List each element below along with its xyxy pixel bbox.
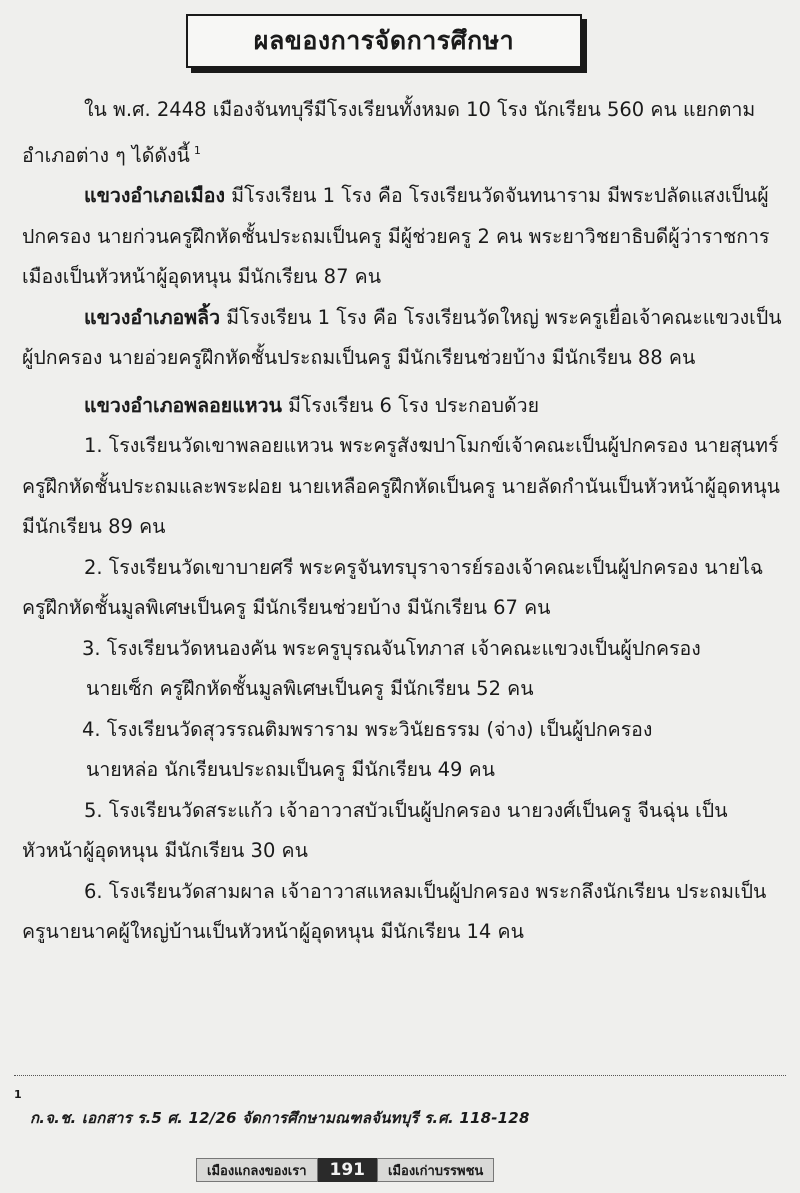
footnote-ref: 1 xyxy=(193,143,201,157)
school-2-first: 2. โรงเรียนวัดเขาบายศรี พระครูจันทรบุราจารย์รองเจ้าคณะเป็นผู้ปกครอง xyxy=(84,555,699,579)
school-6-first: 6. โรงเรียนวัดสามผาล เจ้าอาวาสแหลมเป็นผู้ปกครอง พระกลึงนักเรียน xyxy=(84,879,670,903)
school-item-3 xyxy=(22,629,782,710)
page-footer xyxy=(196,1158,494,1182)
body-text xyxy=(22,90,782,953)
ploi-heading: แขวงอำเภอพลอยแหวน xyxy=(84,393,282,417)
ploi-paragraph xyxy=(22,386,782,427)
school-5-rest: จีนฉุ่น เป็นหัวหน้าผู้อุดหนุน มีนักเรียน 30 คน xyxy=(22,798,728,862)
ploi-text: มีโรงเรียน 6 โรง ประกอบด้วย xyxy=(288,393,540,417)
footer-left-label: เมืองแกลงของเรา xyxy=(196,1158,318,1182)
footnote-divider xyxy=(14,1075,786,1076)
page-number: 191 xyxy=(318,1158,378,1182)
school-1-first: 1. โรงเรียนวัดเขาพลอยแหวน พระครูสังฆปาโมกข์เจ้าคณะเป็นผู้ปกครอง xyxy=(84,434,688,457)
mueang-heading: แขวงอำเภอเมือง xyxy=(84,184,226,207)
title-box xyxy=(186,14,582,68)
school-item-5 xyxy=(22,791,782,872)
school-5-first: 5. โรงเรียนวัดสระแก้ว เจ้าอาวาสบัวเป็นผู้ปกครอง นายวงศ์เป็นครู xyxy=(84,798,632,822)
school-4-rest: นายหล่อ นักเรียนประถมเป็นครู มีนักเรียน 49 คน xyxy=(86,758,495,781)
school-item-2 xyxy=(22,548,782,629)
school-item-4 xyxy=(22,710,782,791)
plio-heading: แขวงอำเภอพลิ้ว xyxy=(84,305,221,329)
school-1-rest: นายสุนทร์ครูฝึกหัดชั้นประถมและพระฝอย นายเหลือครูฝึกหัดเป็นครู นายลัดกำนันเป็นหัวหน้าผู้อุดหนุน มีนักเรียน 89 คน xyxy=(22,434,780,538)
mueang-text: มีโรงเรียน 1 โรง คือ โรงเรียนวัดจันทนาราม มีพระปลัดแสงเป็นผู้ปกครอง นายก่วนครูฝึกหัดชั้นประถมเป็นครู มีผู้ช่วยครู 2 คน พระยาวิชยาธิบดีผู้ว่าราชการเมืองเป็นหัวหน้าผู้อุดหนุน มีนักเรียน 87 คน xyxy=(22,184,770,288)
school-3-first: 3. โรงเรียนวัดหนองคัน พระครูบุรณจันโทภาส เจ้าคณะแขวงเป็นผู้ปกครอง xyxy=(82,636,701,660)
school-item-1 xyxy=(22,426,782,548)
footer-right-label: เมืองเก่าบรรพชน xyxy=(377,1158,494,1182)
intro-text: ใน พ.ศ. 2448 เมืองจันทบุรีมีโรงเรียนทั้งหมด 10 โรง นักเรียน 560 คน แยกตามอำเภอต่าง ๆ ได้ดังนี้ xyxy=(22,98,756,167)
school-6-rest: ประถมเป็นครูนายนาคผู้ใหญ่บ้านเป็นหัวหน้าผู้อุดหนุน มีนักเรียน 14 คน xyxy=(22,879,767,943)
school-2-rest: นายไฉครูฝึกหัดชั้นมูลพิเศษเป็นครู มีนักเรียนช่วยบ้าง มีนักเรียน 67 คน xyxy=(22,555,764,619)
intro-paragraph xyxy=(22,90,782,176)
school-4-first: 4. โรงเรียนวัดสุวรรณติมพราราม พระวินัยธรรม (จ่าง) เป็นผู้ปกครอง xyxy=(82,717,653,741)
plio-text: มีโรงเรียน 1 โรง คือ โรงเรียนวัดใหญ่ พระครูเยื่อเจ้าคณะแขวงเป็นผู้ปกครอง นายอ่วยครูฝึกหัดชั้นประถมเป็นครู มีนักเรียนช่วยบ้าง มีนักเรียน 88 คน xyxy=(22,305,782,369)
school-item-6 xyxy=(22,872,782,953)
page-title: ผลของการจัดการศึกษา xyxy=(253,26,515,55)
footnote-mark: 1 xyxy=(14,1088,22,1101)
footnote-text: ก.จ.ช. เอกสาร ร.5 ศ. 12/26 จัดการศึกษามณฑลจันทบุรี ร.ศ. 118-128 xyxy=(30,1109,530,1127)
mueang-paragraph xyxy=(22,176,782,298)
plio-paragraph xyxy=(22,298,782,379)
school-3-rest: นายเซ็ก ครูฝึกหัดชั้นมูลพิเศษเป็นครู มีนักเรียน 52 คน xyxy=(86,677,534,700)
